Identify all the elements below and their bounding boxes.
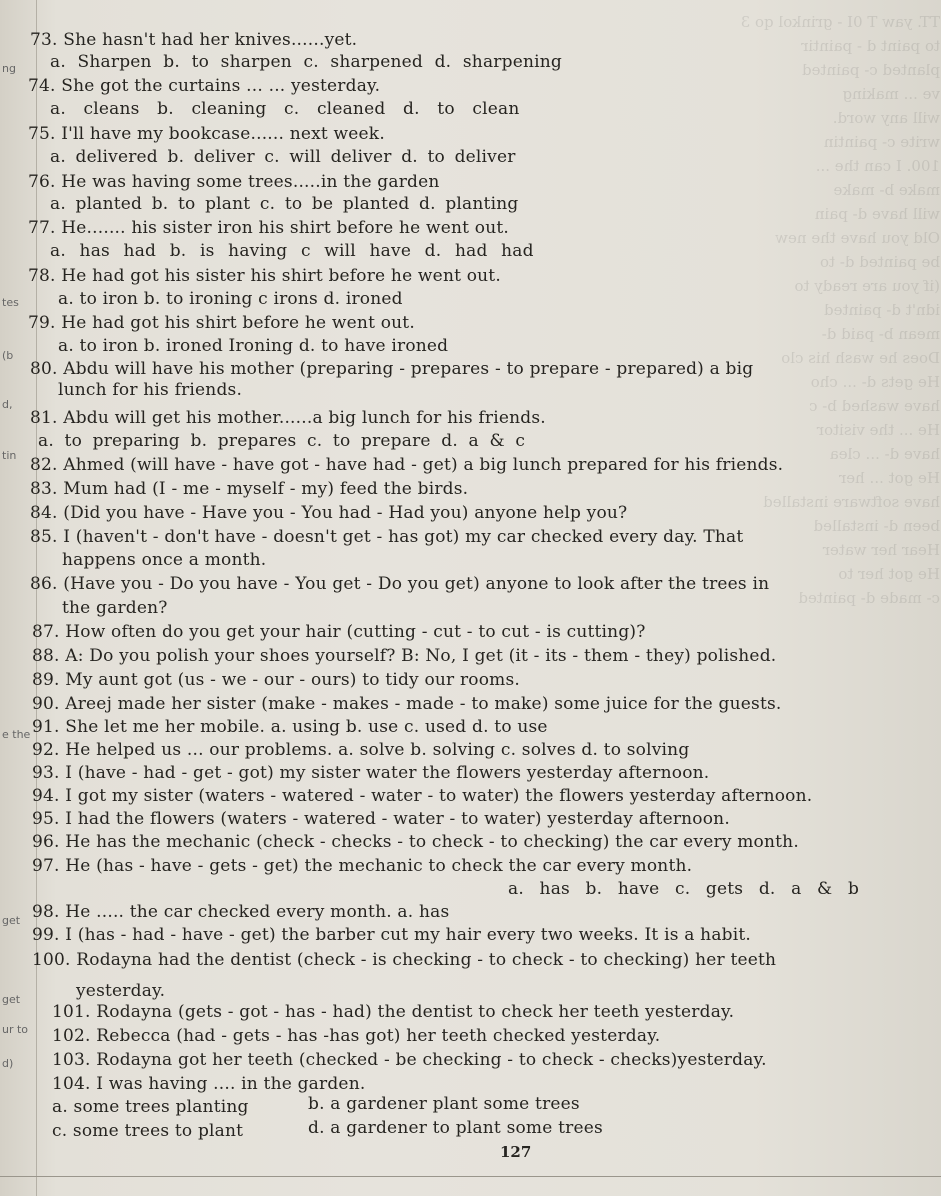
margin-fragment: ng — [2, 62, 16, 75]
bleed-through-line: TT. yaw T 0I - grinkol qo 3 — [740, 13, 940, 31]
bleed-through-line: make b- make — [833, 181, 940, 199]
question-76: 76. He was having some trees.....in the garden — [28, 172, 440, 192]
bleed-through-line: idn't d- painted — [824, 301, 940, 319]
question-99: 99. I (has - had - have - get) the barber cut my hair every two weeks. It is a habit. — [32, 925, 752, 945]
margin-fragment: get — [2, 914, 21, 927]
option-104-b: b. a gardener plant some trees — [308, 1094, 580, 1114]
options-78: a. to iron b. to ironing c irons d. ironed — [58, 289, 403, 309]
question-86: 86. (Have you - Do you have - You get - Do you get) anyone to look after the trees in — [30, 574, 770, 594]
options-73: a. Sharpen b. to sharpen c. sharpened d. sharpening — [50, 52, 562, 72]
options-76: a. planted b. to plant c. to be planted d. planting — [50, 194, 519, 214]
bleed-through-line: c- made d- painted — [798, 589, 940, 607]
question-84: 84. (Did you have - Have you - You had - Had you) anyone help you? — [30, 503, 628, 523]
question-85-cont: happens once a month. — [62, 550, 267, 570]
bleed-through-line: He ... the visitor — [816, 421, 940, 439]
bleed-through-line: Hear her water — [822, 541, 940, 559]
bleed-through-line: to paint d - paintir — [801, 37, 940, 55]
options-79: a. to iron b. ironed Ironing d. to have ironed — [58, 336, 449, 356]
question-80: 80. Abdu will have his mother (preparing - prepares - to prepare - prepared) a big — [30, 359, 754, 379]
question-102: 102. Rebecca (had - gets - has -has got) her teeth checked yesterday. — [52, 1026, 661, 1046]
question-90: 90. Areej made her sister (make - makes - made - to make) some juice for the guests. — [32, 694, 782, 714]
question-80-cont: lunch for his friends. — [58, 380, 243, 400]
question-101: 101. Rodayna (gets - got - has - had) the dentist to check her teeth yesterday. — [52, 1002, 735, 1022]
page-bottom-rule — [0, 1176, 941, 1177]
margin-fragment: tin — [2, 449, 17, 462]
question-92: 92. He helped us ... our problems. a. solve b. solving c. solves d. to solving — [32, 740, 690, 760]
bleed-through-line: He got ... her — [839, 469, 940, 487]
margin-fragment: ur to — [2, 1023, 29, 1036]
question-94: 94. I got my sister (waters - watered - water - to water) the flowers yesterday afternoon. — [32, 786, 813, 806]
bleed-through-line: have washed b- c — [809, 397, 940, 415]
question-79: 79. He had got his shirt before he went out. — [28, 313, 415, 333]
bleed-through-line: He got her to — [838, 565, 940, 583]
options-81: a. to preparing b. prepares c. to prepare d. a & c — [38, 431, 526, 451]
question-104: 104. I was having .... in the garden. — [52, 1074, 366, 1094]
bleed-through-line: have d- ... clea — [829, 445, 940, 463]
margin-fragment: d, — [2, 398, 13, 411]
question-97: 97. He (has - have - gets - get) the mechanic to check the car every month. — [32, 856, 693, 876]
option-104-c: c. some trees to plant — [52, 1121, 244, 1141]
question-73: 73. She hasn't had her knives......yet. — [30, 30, 358, 50]
bleed-through-line: 100. I can the ... — [815, 157, 940, 175]
bleed-through-line: (if you are ready to — [794, 277, 940, 295]
question-95: 95. I had the flowers (waters - watered - water - to water) yesterday afternoon. — [32, 809, 730, 829]
options-75: a. delivered b. deliver c. will deliver d. to deliver — [50, 147, 516, 167]
bleed-through-line: been d- installed — [813, 517, 940, 535]
question-87: 87. How often do you get your hair (cutting - cut - to cut - is cutting)? — [32, 622, 646, 642]
question-81: 81. Abdu will get his mother......a big lunch for his friends. — [30, 408, 546, 428]
question-100: 100. Rodayna had the dentist (check - is checking - to check - to checking) her teeth — [32, 950, 777, 970]
question-74: 74. She got the curtains ... ... yesterday. — [28, 76, 381, 96]
page-number: 127 — [500, 1143, 532, 1161]
question-83: 83. Mum had (I - me - myself - my) feed the birds. — [30, 479, 469, 499]
margin-fragment: d) — [2, 1057, 14, 1070]
option-104-a: a. some trees planting — [52, 1097, 249, 1117]
question-100-cont: yesterday. — [76, 981, 166, 1001]
bleed-through-line: write c- paintin — [823, 133, 940, 151]
question-98: 98. He ..... the car checked every month. a. has — [32, 902, 450, 922]
margin-fragment: e the — [2, 728, 31, 741]
bleed-through-line: will have d- pain — [814, 205, 940, 223]
question-82: 82. Ahmed (will have - have got - have had - get) a big lunch prepared for his friends. — [30, 455, 784, 475]
question-86-cont: the garden? — [62, 598, 168, 618]
bleed-through-line: planted c- painted — [801, 61, 940, 79]
bleed-through-line: mean b- paid d- — [821, 325, 940, 343]
option-104-d: d. a gardener to plant some trees — [308, 1118, 603, 1138]
bleed-through-line: ve ... making — [842, 85, 940, 103]
bleed-through-line: Does he wash his clo — [781, 349, 940, 367]
bleed-through-line: be painted d- to — [819, 253, 940, 271]
question-85: 85. I (haven't - don't have - doesn't get - has got) my car checked every day. That — [30, 527, 744, 547]
question-78: 78. He had got his sister his shirt before he went out. — [28, 266, 501, 286]
options-77: a. has had b. is having c will have d. had had — [50, 241, 534, 261]
question-103: 103. Rodayna got her teeth (checked - be checking - to check - checks)yesterday. — [52, 1050, 767, 1070]
question-89: 89. My aunt got (us - we - our - ours) to tidy our rooms. — [32, 670, 521, 690]
options-74: a. cleans b. cleaning c. cleaned d. to clean — [50, 99, 520, 119]
question-77: 77. He....... his sister iron his shirt before he went out. — [28, 218, 510, 238]
question-96: 96. He has the mechanic (check - checks - to check - to checking) the car every month. — [32, 832, 799, 852]
bleed-through-line: have software installed — [763, 493, 940, 511]
margin-fragment: tes — [2, 296, 19, 309]
options-97: a. has b. have c. gets d. a & b — [508, 879, 860, 899]
question-91: 91. She let me her mobile. a. using b. use c. used d. to use — [32, 717, 548, 737]
question-88: 88. A: Do you polish your shoes yourself? B: No, I get (it - its - them - they) polished. — [32, 646, 777, 666]
question-75: 75. I'll have my bookcase...... next week. — [28, 124, 385, 144]
margin-fragment: get — [2, 993, 21, 1006]
bleed-through-line: He gets d- ... cho — [810, 373, 940, 391]
bleed-through-line: Old you have the new — [775, 229, 940, 247]
question-93: 93. I (have - had - get - got) my sister water the flowers yesterday afternoon. — [32, 763, 710, 783]
bleed-through-line: will any word. — [832, 109, 940, 127]
margin-fragment: (b — [2, 349, 14, 362]
